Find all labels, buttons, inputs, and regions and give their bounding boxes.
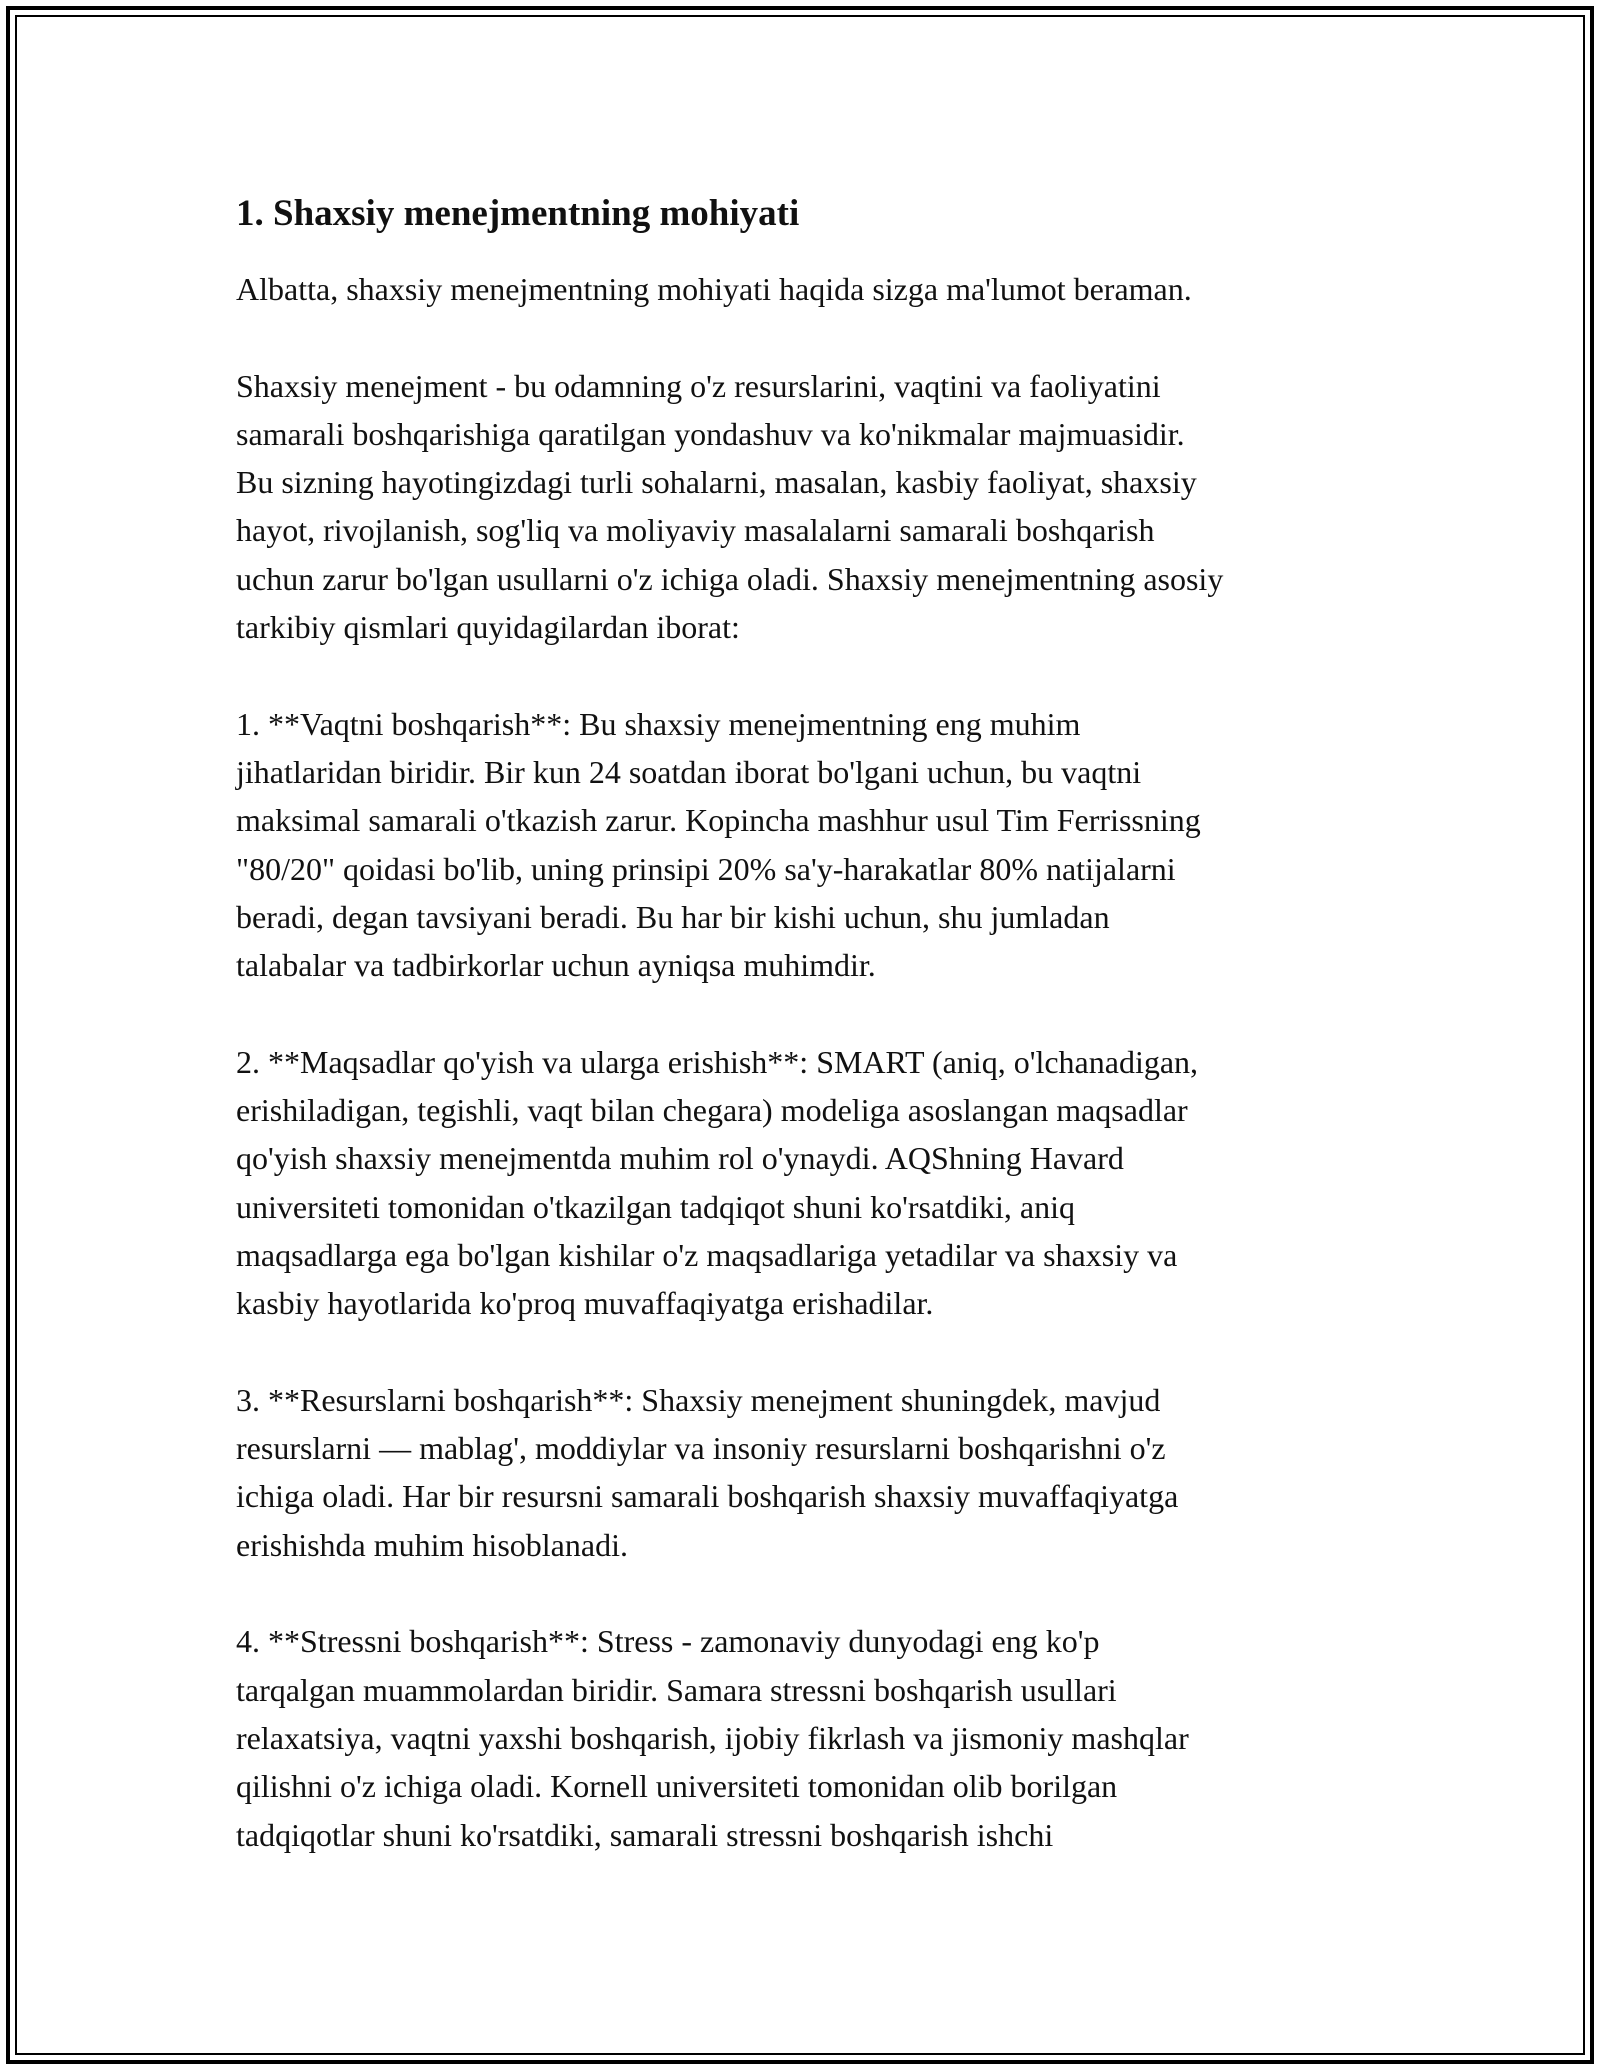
list-item-goal-setting: 2. **Maqsadlar qo'yish va ularga erishish**: SMART (aniq, o'lchanadigan, erishiladigan, tegishli, vaqt bilan chegara) modeliga asoslangan maqsadlar qo'yish shaxsiy menejmentda muhim rol o'ynaydi. AQShning Havard universiteti tomonidan o'tkazilgan tadqiqot shuni ko'rsatdiki, aniq maqsadlarga ega bo'lgan kishilar o'z maqsadlariga yetadilar va shaxsiy va kasbiy hayotlarida ko'proq muvaffaqiyatga erishadilar.	[236, 1043, 1199, 1322]
section-heading: 1. Shaxsiy menejmentning mohiyati	[236, 193, 800, 234]
list-item-resource-management: 3. **Resurslarni boshqarish**: Shaxsiy menejment shuningdek, mavjud resurslarni — mablag', moddiylar va insoniy resurslarni boshqarishni o'z ichiga oladi. Har bir resursni samarali boshqarish shaxsiy muvaffaqiyatga erishishda muhim hisoblanadi.	[236, 1381, 1179, 1563]
list-item-stress-management: 4. **Stressni boshqarish**: Stress - zamonaviy dunyodagi eng ko'p tarqalgan muammolardan biridir. Samara stressni boshqarish usullari relaxatsiya, vaqtni yaxshi boshqarish, ijobiy fikrlash va jismoniy mashqlar qilishni o'z ichiga oladi. Kornell universiteti tomonidan olib borilgan tadqiqotlar shuni ko'rsatdiki, samarali stressni boshqarish ishchi	[236, 1623, 1189, 1853]
document-body	[236, 185, 1386, 1859]
list-item-time-management: 1. **Vaqtni boshqarish**: Bu shaxsiy menejmentning eng muhim jihatlaridan biridir. Bir kun 24 soatdan iborat bo'lgani uchun, bu vaqtni maksimal samarali o'tkazish zarur. Kopincha mashhur usul Tim Ferrissning "80/20" qoidasi bo'lib, uning prinsipi 20% sa'y-harakatlar 80% natijalarni beradi, degan tavsiyani beradi. Bu har bir kishi uchun, shu jumladan talabalar va tadbirkorlar uchun ayniqsa muhimdir.	[236, 705, 1201, 984]
intro-paragraph: Albatta, shaxsiy menejmentning mohiyati haqida sizga ma'lumot beraman.	[236, 271, 1192, 307]
definition-paragraph: Shaxsiy menejment - bu odamning o'z resurslarini, vaqtini va faoliyatini samarali boshqarishiga qaratilgan yondashuv va ko'nikmalar majmuasidir. Bu sizning hayotingizdagi turli sohalarni, masalan, kasbiy faoliyat, shaxsiy hayot, rivojlanish, sog'liq va moliyaviy masalalarni samarali boshqarish uchun zarur bo'lgan usullarni o'z ichiga oladi. Shaxsiy menejmentning asosiy tarkibiy qismlari quyidagilardan iborat:	[236, 367, 1224, 646]
